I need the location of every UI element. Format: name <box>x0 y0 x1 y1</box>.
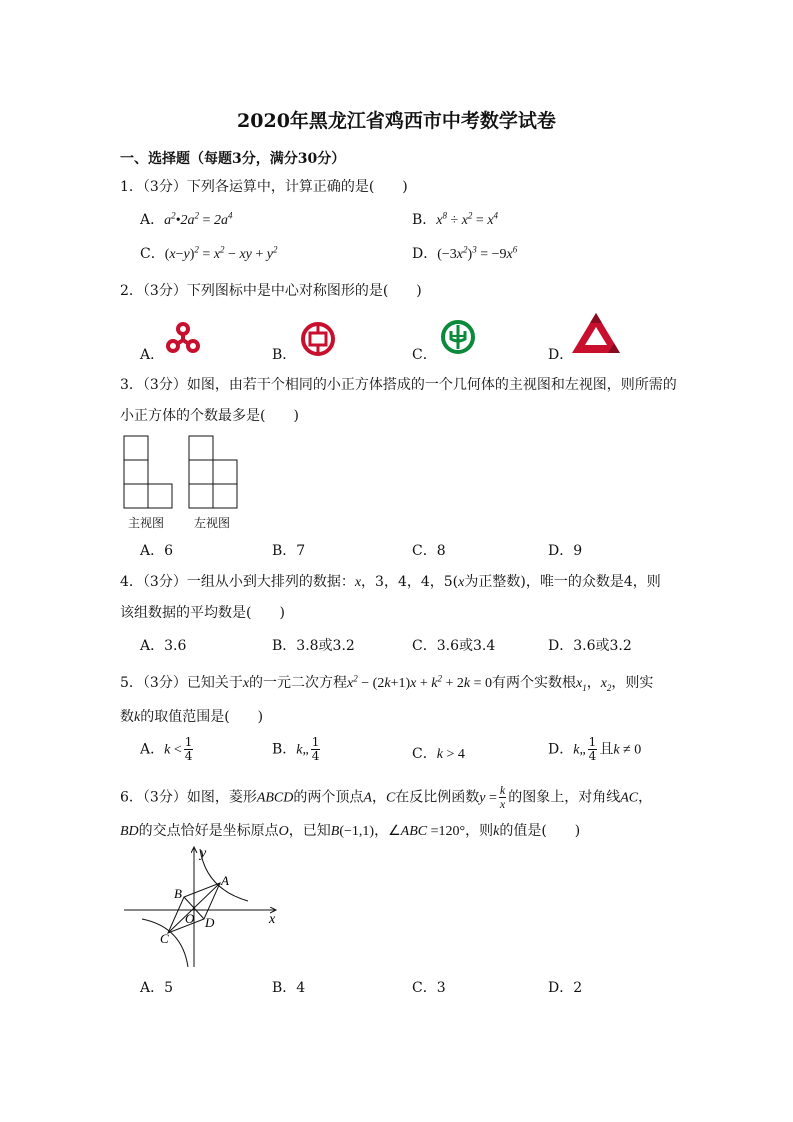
q5-option-a: A．k < $\frac{1}{4}$ <box>140 735 193 763</box>
q5-option-c: C．k > 4 <box>412 746 465 762</box>
page-title: 2020年黑龙江省鸡西市中考数学试卷 <box>237 110 556 132</box>
q6-stem-line2: BD的交点恰好是坐标原点O，已知B(−1,1)，∠ABC =120°，则k的值是( ) <box>120 823 581 839</box>
q6-option-c: C．3 <box>412 980 446 996</box>
q2-option-d-label: D． <box>548 347 574 363</box>
q4-option-c: C．3.6或3.4 <box>412 638 496 654</box>
q6-option-a: A．5 <box>140 980 174 996</box>
q1-stem: 1．（3分）下列各运算中，计算正确的是( ) <box>120 179 408 195</box>
q6-stem-line1: 6．（3分）如图，菱形ABCD的两个顶点A，C在反比例函数y = $\frac{k}{x}$ 的图象上，对角线AC， <box>120 783 653 811</box>
q5-option-d: D．k„ $\frac{1}{4}$ 且k ≠ 0 <box>548 735 642 763</box>
q2-option-a-label: A． <box>140 347 165 363</box>
q3-stem-line1: 3．（3分）如图，由若干个相同的小正方体搭成的一个几何体的主视图和左视图，则所需的 <box>120 377 677 393</box>
q3-option-c: C．8 <box>412 543 446 559</box>
fig-label-x: x <box>269 912 276 927</box>
fig-label-d: D <box>205 915 215 930</box>
q3-option-d: D．9 <box>548 543 583 559</box>
q5-stem-line1: 5．（3分）已知关于x的一元二次方程$x^2 - (2k+1)x + k^2 + 2k = 0$有两个实数根$x_1$，$x_2$，则实 <box>120 673 654 693</box>
q3-option-a: A．6 <box>140 543 174 559</box>
q4-option-a: A．3.6 <box>140 638 187 654</box>
q1-option-b: B．$x^8 \div x^2 = x^4$ <box>412 210 499 228</box>
q3-stem-line2: 小正方体的个数最多是( ) <box>120 408 299 424</box>
q2-option-b-label: B． <box>272 347 297 363</box>
fig-label-b: B <box>174 886 182 901</box>
fig-label-y: y <box>200 846 207 861</box>
section-heading: 一、选择题（每题3分，满分30分） <box>120 151 346 167</box>
fig-label-a: A <box>221 873 229 888</box>
q5-option-b: B．k„ $\frac{1}{4}$ <box>272 735 320 763</box>
option-label: A． <box>140 212 165 228</box>
q3-option-b: B．7 <box>272 543 306 559</box>
option-label: C． <box>140 246 165 262</box>
three-ring-logo-icon <box>163 320 203 356</box>
fig-label-c: C <box>160 931 169 946</box>
q4-stem-line1: 4．（3分）一组从小到大排列的数据：x，3，4，4，5(x为正整数)，唯一的众数是4，则 <box>120 574 661 590</box>
rhombus-hyperbola-figure <box>120 843 285 971</box>
bank-coin-logo-icon <box>300 321 336 357</box>
q1-option-a: A．$a^2•2a^2 = 2a^4$ <box>140 210 233 228</box>
three-view-figure <box>122 434 242 512</box>
q4-option-d: D．3.6或3.2 <box>548 638 632 654</box>
q2-option-c-label: C． <box>412 347 437 363</box>
q4-stem-line2: 该组数据的平均数是( ) <box>120 605 285 621</box>
left-view-caption: 左视图 <box>194 516 231 530</box>
fig-label-o: O <box>185 911 195 926</box>
q5-stem-line2: 数k的取值范围是( ) <box>120 709 264 725</box>
option-label: B． <box>412 212 437 228</box>
q4-option-b: B．3.8或3.2 <box>272 638 355 654</box>
q1-option-d: D．$(-3x^2)^3 = -9x^6$ <box>412 244 518 262</box>
q2-stem: 2．（3分）下列图标中是中心对称图形的是( ) <box>120 283 422 299</box>
triangle-ribbon-logo-icon <box>570 311 622 355</box>
q6-option-d: D．2 <box>548 980 583 996</box>
option-label: D． <box>412 246 438 262</box>
wheat-coin-logo-icon <box>440 319 476 355</box>
q1-option-c: C．$(x-y)^2 = x^2$ − xy + $y^2$ <box>140 244 278 262</box>
front-view-caption: 主视图 <box>128 516 165 530</box>
q6-option-b: B．4 <box>272 980 306 996</box>
